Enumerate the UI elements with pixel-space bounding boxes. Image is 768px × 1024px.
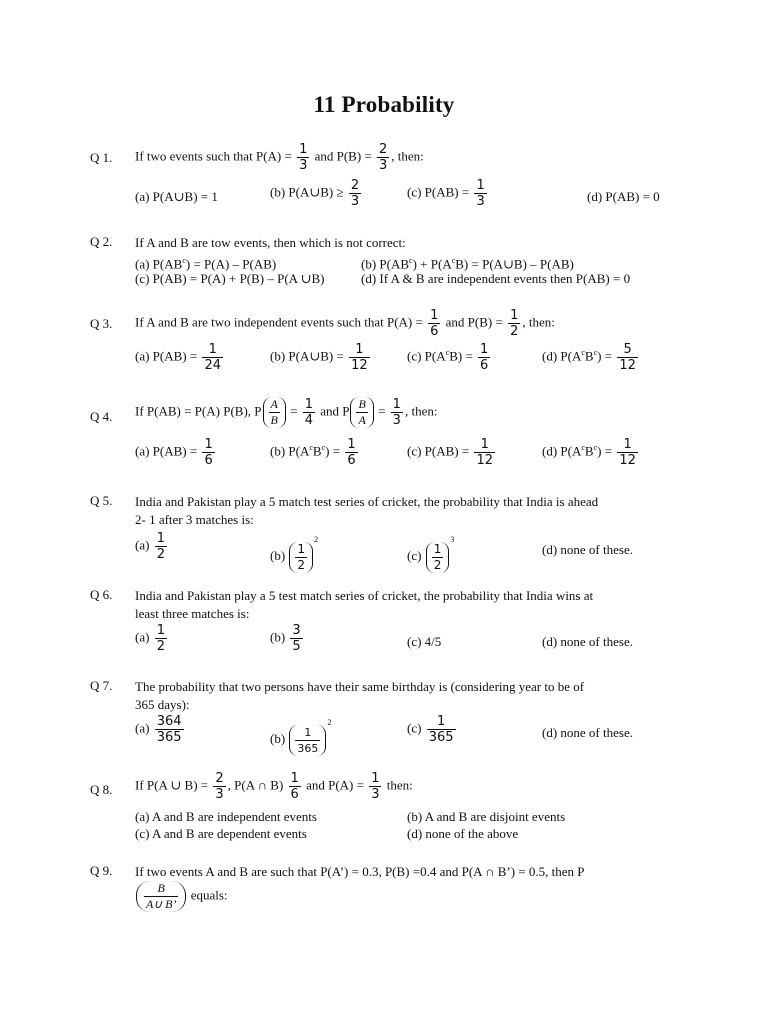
question-number: Q 2. xyxy=(90,234,113,249)
option-b: (b) $\frac{1}{365}$ $^2$ xyxy=(270,718,332,755)
fraction: $\frac{1}{6}$ xyxy=(430,308,439,339)
question-stem-line-2: 365 days): xyxy=(135,697,190,712)
question-number: Q 1. xyxy=(90,150,113,165)
question-number: Q 7. xyxy=(90,678,113,693)
question-stem: If A and B are tow events, then which is not correct: xyxy=(135,235,406,250)
fraction: $\frac{2}{3}$ xyxy=(379,142,388,173)
option-b: (b) $\frac{1}{2}$ $^2$ xyxy=(270,535,319,572)
fraction: $\frac{2}{3}$ xyxy=(215,771,224,802)
fraction: $\frac{1}{6}$ xyxy=(347,437,356,468)
fraction: $\frac{1}{3}$ xyxy=(476,178,485,209)
option-a: (a) $\frac{1}{2}$ xyxy=(135,623,165,654)
question-number: Q 8. xyxy=(90,782,113,797)
fraction: $\frac{1}{4}$ xyxy=(304,397,313,428)
fraction: $\frac{3}{5}$ xyxy=(292,623,301,654)
option-b: (b) P(A∪B) = $\frac{1}{12}$ xyxy=(270,342,368,373)
parenthesized-fraction: $\frac{B}{A}$ xyxy=(350,397,373,428)
parenthesized-fraction: $\frac{B}{A\cup B’}$ xyxy=(136,881,186,912)
option-d: (d) If A & B are independent events then P(AB) = 0 xyxy=(361,271,631,286)
question-number: Q 6. xyxy=(90,587,113,602)
option-d: (d) P(AB) = 0 xyxy=(587,189,660,204)
option-b: (b) $P(AB^c) + P(A^cB)$ = P(A∪B) – P(AB) xyxy=(361,256,574,272)
question-stem-line-2: 2- 1 after 3 matches is: xyxy=(135,512,254,527)
parenthesized-fraction: $\frac{A}{B}$ xyxy=(263,397,286,428)
fraction: $\frac{1}{3}$ xyxy=(392,397,401,428)
fraction: $\frac{1}{2}$ xyxy=(510,308,519,339)
fraction: $\frac{1}{12}$ xyxy=(619,437,636,468)
fraction: $\frac{1}{6}$ xyxy=(290,771,299,802)
option-a: (a) P(A∪B) = 1 xyxy=(135,189,218,204)
option-c: (c) P(AB) = $\frac{1}{12}$ xyxy=(407,437,494,468)
fraction: $\frac{1}{6}$ xyxy=(204,437,213,468)
option-d: (d) none of these. xyxy=(542,725,633,740)
option-d: (d) none of these. xyxy=(542,542,633,557)
option-a: (a) A and B are independent events xyxy=(135,809,317,824)
option-d: (d) $P(A^cB^c)$ = $\frac{5}{12}$ xyxy=(542,342,636,373)
option-b: (b) $\frac{3}{5}$ xyxy=(270,623,301,654)
fraction: $\frac{1}{12}$ xyxy=(351,342,368,373)
option-c: (c) $\frac{1}{2}$ $^3$ xyxy=(407,535,455,572)
fraction: $\frac{364}{365}$ xyxy=(156,714,182,745)
option-c: (c) P(AB) = P(A) + P(B) – P(A ∪B) xyxy=(135,271,325,286)
question-stem-line-1: If two events A and B are such that P(A’) = 0.3, P(B) =0.4 and P(A ∩ B’) = 0.5, then P xyxy=(135,864,585,879)
question-number: Q 3. xyxy=(90,316,113,331)
fraction: $\frac{5}{12}$ xyxy=(619,342,636,373)
question-stem-line-2: $\frac{B}{A\cup B’}$ equals: xyxy=(135,881,228,912)
option-c: (c) A and B are dependent events xyxy=(135,826,307,841)
option-d: (d) none of the above xyxy=(407,826,519,841)
fraction: $\frac{2}{3}$ xyxy=(350,178,360,209)
option-c: (c) $P(A^cB)$ = $\frac{1}{6}$ xyxy=(407,342,489,373)
option-a: (a) $\frac{1}{2}$ xyxy=(135,531,165,562)
parenthesized-fraction: $\frac{1}{2}$ xyxy=(289,542,313,573)
question-stem: If A and B are two independent events such that P(A) = $\frac{1}{6}$ and P(B) = $\frac{1}{2}$ , then: xyxy=(135,308,555,339)
fraction: $\frac{1}{2}$ xyxy=(156,531,165,562)
option-b: (b) A and B are disjoint events xyxy=(407,809,566,824)
page-title: 11 Probability xyxy=(313,92,455,117)
option-c: (c) 4/5 xyxy=(407,634,442,649)
question-stem-line-1: India and Pakistan play a 5 test match series of cricket, the probability that India wins at xyxy=(135,588,594,603)
option-d: (d) $P(A^cB^c)$ = $\frac{1}{12}$ xyxy=(542,437,636,468)
question-stem-line-1: India and Pakistan play a 5 match test series of cricket, the probability that India is ahead xyxy=(135,494,599,509)
option-a: (a) P(AB) = $\frac{1}{24}$ xyxy=(135,342,222,373)
option-a: (a) P(AB) = $\frac{1}{6}$ xyxy=(135,437,213,468)
question-stem: If P(A ∪ B) = $\frac{2}{3}$ , P(A ∩ B) $\frac{1}{6}$ and P(A) = $\frac{1}{3}$ then: xyxy=(135,771,413,802)
question-stem-line-2: least three matches is: xyxy=(135,606,250,621)
option-a: (a) $\frac{364}{365}$ xyxy=(135,714,182,745)
fraction: $\frac{1}{3}$ xyxy=(299,142,308,173)
option-c: (c) $\frac{1}{365}$ xyxy=(407,714,454,745)
parenthesized-fraction: $\frac{1}{2}$ xyxy=(426,542,450,573)
fraction: $\frac{1}{12}$ xyxy=(476,437,494,468)
question-number: Q 9. xyxy=(90,863,113,878)
option-c: (c) P(AB) = $\frac{1}{3}$ xyxy=(407,178,485,209)
fraction: $\frac{1}{24}$ xyxy=(204,342,222,373)
option-d: (d) none of these. xyxy=(542,634,633,649)
option-b: (b) P(A∪B) ≥ $\frac{2}{3}$ xyxy=(270,178,360,209)
fraction: $\frac{1}{3}$ xyxy=(371,771,380,802)
fraction: $\frac{1}{6}$ xyxy=(480,342,489,373)
option-a: (a) $P(AB^c) = P(A) - P(AB)$ xyxy=(135,256,277,272)
fraction: $\frac{1}{365}$ xyxy=(428,714,454,745)
question-stem-line-1: The probability that two persons have their same birthday is (considering year to be of xyxy=(135,679,585,694)
fraction: $\frac{1}{2}$ xyxy=(156,623,165,654)
question-number: Q 4. xyxy=(90,409,113,424)
option-b: (b) $P(A^cB^c)$ = $\frac{1}{6}$ xyxy=(270,437,356,468)
parenthesized-fraction: $\frac{1}{365}$ xyxy=(289,725,326,756)
question-stem: If P(AB) = P(A) P(B), P $\frac{A}{B}$ = $\frac{1}{4}$ and P $\frac{B}{A}$ = $\frac{1}{3}$ , then: xyxy=(135,397,438,428)
question-number: Q 5. xyxy=(90,493,113,508)
question-stem: If two events such that P(A) = $\frac{1}{3}$ and P(B) = $\frac{2}{3}$ , then: xyxy=(135,142,424,173)
